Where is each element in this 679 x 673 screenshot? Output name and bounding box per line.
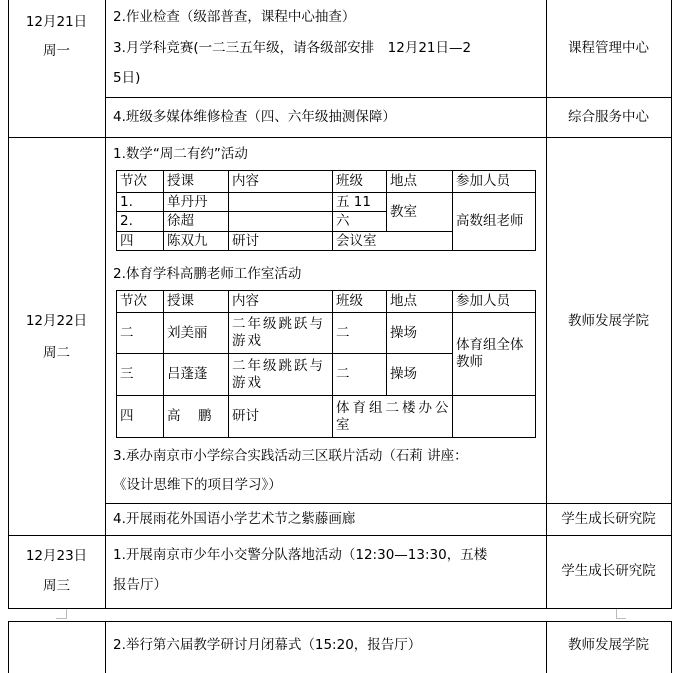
pe-activity-table — [116, 290, 536, 438]
table-cell: 六 — [333, 212, 387, 232]
table-row — [117, 396, 536, 438]
date-cell: 12月21日 — [25, 14, 88, 30]
table-cell: 操场 — [387, 354, 453, 396]
table-cell: 二 — [117, 313, 164, 354]
table-header: 授课 — [164, 291, 229, 313]
table-cell: 吕蓬蓬 — [164, 354, 229, 396]
math-activity-table — [116, 170, 536, 251]
grid-line — [671, 0, 672, 609]
table-cell: 四 — [117, 232, 164, 251]
table-cell: 陈双九 — [164, 232, 229, 251]
table-cell: 高数组老师 — [453, 193, 536, 251]
grid-line — [8, 621, 9, 673]
schedule-item: 2.作业检查（级部普查，课程中心抽查） — [113, 9, 356, 25]
table-cell: 刘美丽 — [164, 313, 229, 354]
page-corner-mark — [616, 618, 626, 619]
schedule-item: 1.开展南京市少年小交警分队落地活动（12:30—13:30，五楼 — [113, 547, 488, 563]
department-cell: 教师发展学院 — [568, 313, 649, 329]
weekday-cell: 周三 — [43, 578, 70, 594]
department-cell: 教师发展学院 — [568, 637, 649, 653]
page-corner-mark — [66, 609, 67, 619]
date-cell: 12月22日 — [25, 313, 88, 329]
grid-line — [8, 535, 671, 536]
table-cell — [229, 193, 333, 212]
grid-line — [671, 621, 672, 673]
schedule-item: 3.月学科竞赛(一二三五年级，请各级部安排 12月21日—2 — [113, 40, 472, 56]
grid-line — [105, 503, 671, 504]
department-cell: 综合服务中心 — [568, 109, 649, 125]
table-cell: 单丹丹 — [164, 193, 229, 212]
schedule-item-continued: 5日) — [113, 70, 141, 86]
table-cell: 三 — [117, 354, 164, 396]
table-header: 班级 — [333, 291, 387, 313]
department-cell: 学生成长研究院 — [561, 563, 656, 579]
schedule-item: 4.班级多媒体维修检查（四、六年级抽测保障） — [113, 109, 396, 125]
table-cell: 二 — [333, 313, 387, 354]
table-header-row — [117, 291, 536, 313]
table-cell: 2. — [117, 212, 164, 232]
table-cell: 二 — [333, 354, 387, 396]
weekday-cell: 周一 — [43, 43, 70, 59]
table-cell: 研讨 — [229, 232, 333, 251]
table-cell: 五 11 — [333, 193, 387, 212]
activity-title: 3.承办南京市小学综合实践活动三区联片活动（石莉 讲座： — [113, 448, 468, 464]
table-cell: 高 鹏 — [164, 396, 229, 438]
table-header: 参加人员 — [453, 291, 536, 313]
schedule-item: 4.开展雨花外国语小学艺术节之紫藤画廊 — [113, 511, 356, 527]
schedule-item: 2.举行第六届教学研讨月闭幕式（15:20，报告厅） — [113, 637, 422, 653]
table-row — [117, 193, 536, 212]
page-corner-mark — [56, 618, 66, 619]
table-header: 地点 — [387, 291, 453, 313]
table-header: 班级 — [333, 171, 387, 193]
table-header-row — [117, 171, 536, 193]
table-header: 授课 — [164, 171, 229, 193]
table-cell: 徐超 — [164, 212, 229, 232]
table-header: 内容 — [229, 171, 333, 193]
date-cell: 12月23日 — [25, 548, 88, 564]
table-cell — [453, 396, 536, 438]
table-cell: 操场 — [387, 313, 453, 354]
department-cell: 课程管理中心 — [568, 40, 649, 56]
table-header: 节次 — [117, 291, 164, 313]
grid-line — [8, 621, 671, 622]
table-header: 内容 — [229, 291, 333, 313]
table-header: 节次 — [117, 171, 164, 193]
table-cell: 二年级跳跃与游戏 — [229, 354, 333, 396]
grid-line — [105, 0, 106, 609]
table-cell: 体育组全体教师 — [453, 313, 536, 396]
grid-line — [8, 0, 9, 609]
table-row — [117, 313, 536, 354]
table-header: 地点 — [387, 171, 453, 193]
table-cell: 二年级跳跃与游戏 — [229, 313, 333, 354]
table-cell: 四 — [117, 396, 164, 438]
table-cell: 教室 — [387, 193, 453, 232]
table-header: 参加人员 — [453, 171, 536, 193]
department-cell: 学生成长研究院 — [561, 511, 656, 527]
activity-title: 1.数学“周二有约”活动 — [113, 146, 248, 162]
grid-line — [105, 621, 106, 673]
table-cell — [229, 212, 333, 232]
table-cell: 1. — [117, 193, 164, 212]
weekday-cell: 周二 — [43, 345, 70, 361]
grid-line — [105, 97, 671, 98]
grid-line — [8, 137, 671, 138]
schedule-item-continued: 报告厅） — [113, 577, 167, 593]
grid-line — [8, 608, 671, 609]
activity-title-continued: 《设计思维下的项目学习》） — [113, 477, 282, 493]
table-cell: 体育组二楼办公室 — [333, 396, 453, 438]
table-cell: 研讨 — [229, 396, 333, 438]
activity-title: 2.体育学科高鹏老师工作室活动 — [113, 266, 302, 282]
table-cell: 会议室 — [333, 232, 453, 251]
